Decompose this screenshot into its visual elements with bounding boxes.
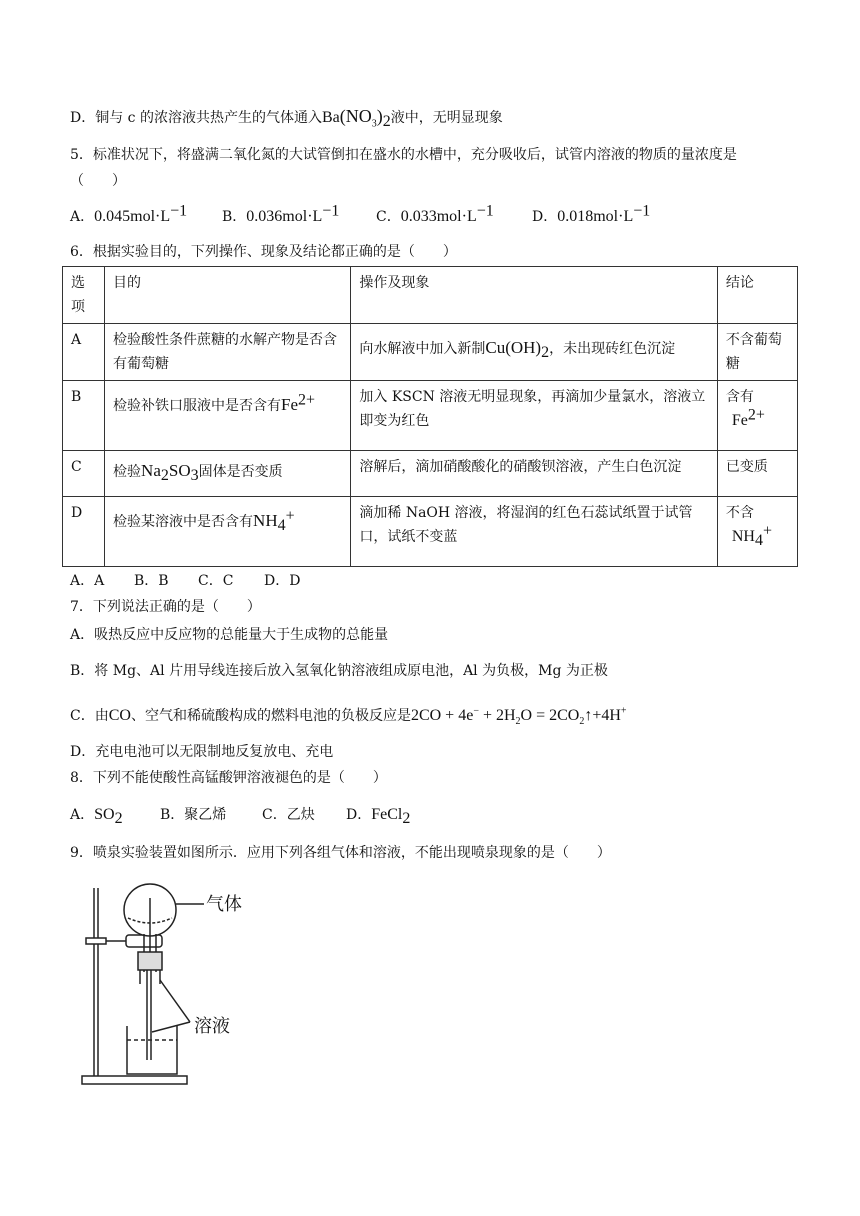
- row-a-option: A: [63, 324, 105, 381]
- q5-paren: （ ）: [70, 173, 126, 189]
- header-operation: 操作及现象: [351, 267, 717, 324]
- row-a-purpose: 检验酸性条件蔗糖的水解产物是否含有葡萄糖: [105, 324, 351, 381]
- q6-stem: 6．根据实验目的，下列操作、现象及结论都正确的是（ ）: [70, 244, 457, 260]
- row-c-conclusion: 已变质: [717, 451, 797, 497]
- q5-options: [70, 202, 651, 227]
- q6-answer-d: D．D: [264, 573, 301, 589]
- q5-stem: 5．标准状况下，将盛满二氧化氮的大试管倒扣在盛水的水槽中，充分吸收后，试管内溶液的物质的量浓度是: [70, 147, 737, 163]
- row-c-purpose: 检验$Na_2SO_3$固体是否变质: [105, 451, 351, 497]
- q6-table: [62, 266, 798, 567]
- q8-option-d: D．FeCl$_2$: [346, 806, 411, 827]
- q6-answer-b: B．B: [134, 573, 169, 589]
- q8-option-b: B．聚乙烯: [160, 807, 227, 823]
- fountain-apparatus-figure: [72, 880, 282, 1096]
- header-option: 选项: [63, 267, 105, 324]
- row-d-purpose: 检验某溶液中是否含有$NH_4^+$: [105, 497, 351, 567]
- q4-option-d: D．铜与 c 的浓溶液共热产生的气体通入$Ba(NO_3)_2$液中，无明显现象: [70, 106, 503, 130]
- row-d-operation: 滴加稀 NaOH 溶液，将湿润的红色石蕊试纸置于试管口，试纸不变蓝: [351, 497, 717, 567]
- table-row: [63, 381, 798, 451]
- row-b-option: B: [63, 381, 105, 451]
- q5-option-b: B．$0.036mol\cdot L^{-1}$: [222, 202, 340, 225]
- q5-option-a: A．$0.045mol\cdot L^{-1}$: [70, 202, 188, 225]
- q8-options: [70, 805, 410, 825]
- q7-stem: 7．下列说法正确的是（ ）: [70, 599, 261, 615]
- q8-option-a: A．$SO_2$: [70, 806, 123, 827]
- q7-option-a: A．吸热反应中反应物的总能量大于生成物的总能量: [70, 627, 389, 643]
- table-row: [63, 451, 798, 497]
- q8-stem: 8．下列不能使酸性高锰酸钾溶液褪色的是（ ）: [70, 770, 387, 786]
- label-gas: 气体: [206, 894, 242, 915]
- row-a-conclusion: 不含葡萄糖: [717, 324, 797, 381]
- header-purpose: 目的: [105, 267, 351, 324]
- header-conclusion: 结论: [717, 267, 797, 324]
- row-b-conclusion: 含有 $Fe^{2+}$: [717, 381, 797, 451]
- row-d-conclusion: 不含 $NH_4^+$: [717, 497, 797, 567]
- row-c-option: C: [63, 451, 105, 497]
- table-row: [63, 324, 798, 381]
- row-b-operation: 加入 KSCN 溶液无明显现象，再滴加少量氯水，溶液立即变为红色: [351, 381, 717, 451]
- row-a-operation: 向水解液中加入新制$Cu(OH)_2$，未出现砖红色沉淀: [351, 324, 717, 381]
- q6-answer-c: C．C: [198, 573, 234, 589]
- q9-stem: 9．喷泉实验装置如图所示．应用下列各组气体和溶液，不能出现喷泉现象的是（ ）: [70, 845, 611, 861]
- label-solution: 溶液: [194, 1016, 230, 1037]
- q7-option-c: C．由CO、空气和稀硫酸构成的燃料电池的负极反应是$2CO + 4e^- + 2H_2O$ = $2CO_2↑+4H^+$: [70, 705, 627, 728]
- row-c-operation: 溶解后，滴加硝酸酸化的硝酸钡溶液，产生白色沉淀: [351, 451, 717, 497]
- row-d-option: D: [63, 497, 105, 567]
- q6-answers: [70, 571, 300, 591]
- q5-option-d: D．$0.018mol\cdot L^{-1}$: [532, 202, 651, 225]
- fountain-apparatus-drawing: [72, 880, 282, 1096]
- q7-option-b: B．将 Mg、Al 片用导线连接后放入氢氧化钠溶液组成原电池，Al 为负极，Mg 为正极: [70, 663, 608, 679]
- q7-option-d: D．充电电池可以无限制地反复放电、充电: [70, 744, 334, 760]
- q6-answer-a: A．A: [70, 573, 105, 589]
- table-header-row: [63, 267, 798, 324]
- row-b-purpose: 检验补铁口服液中是否含有$Fe^{2+}$: [105, 381, 351, 451]
- table-row: [63, 497, 798, 567]
- q8-option-c: C．乙炔: [262, 807, 315, 823]
- q5-option-c: C．$0.033mol\cdot L^{-1}$: [376, 202, 494, 225]
